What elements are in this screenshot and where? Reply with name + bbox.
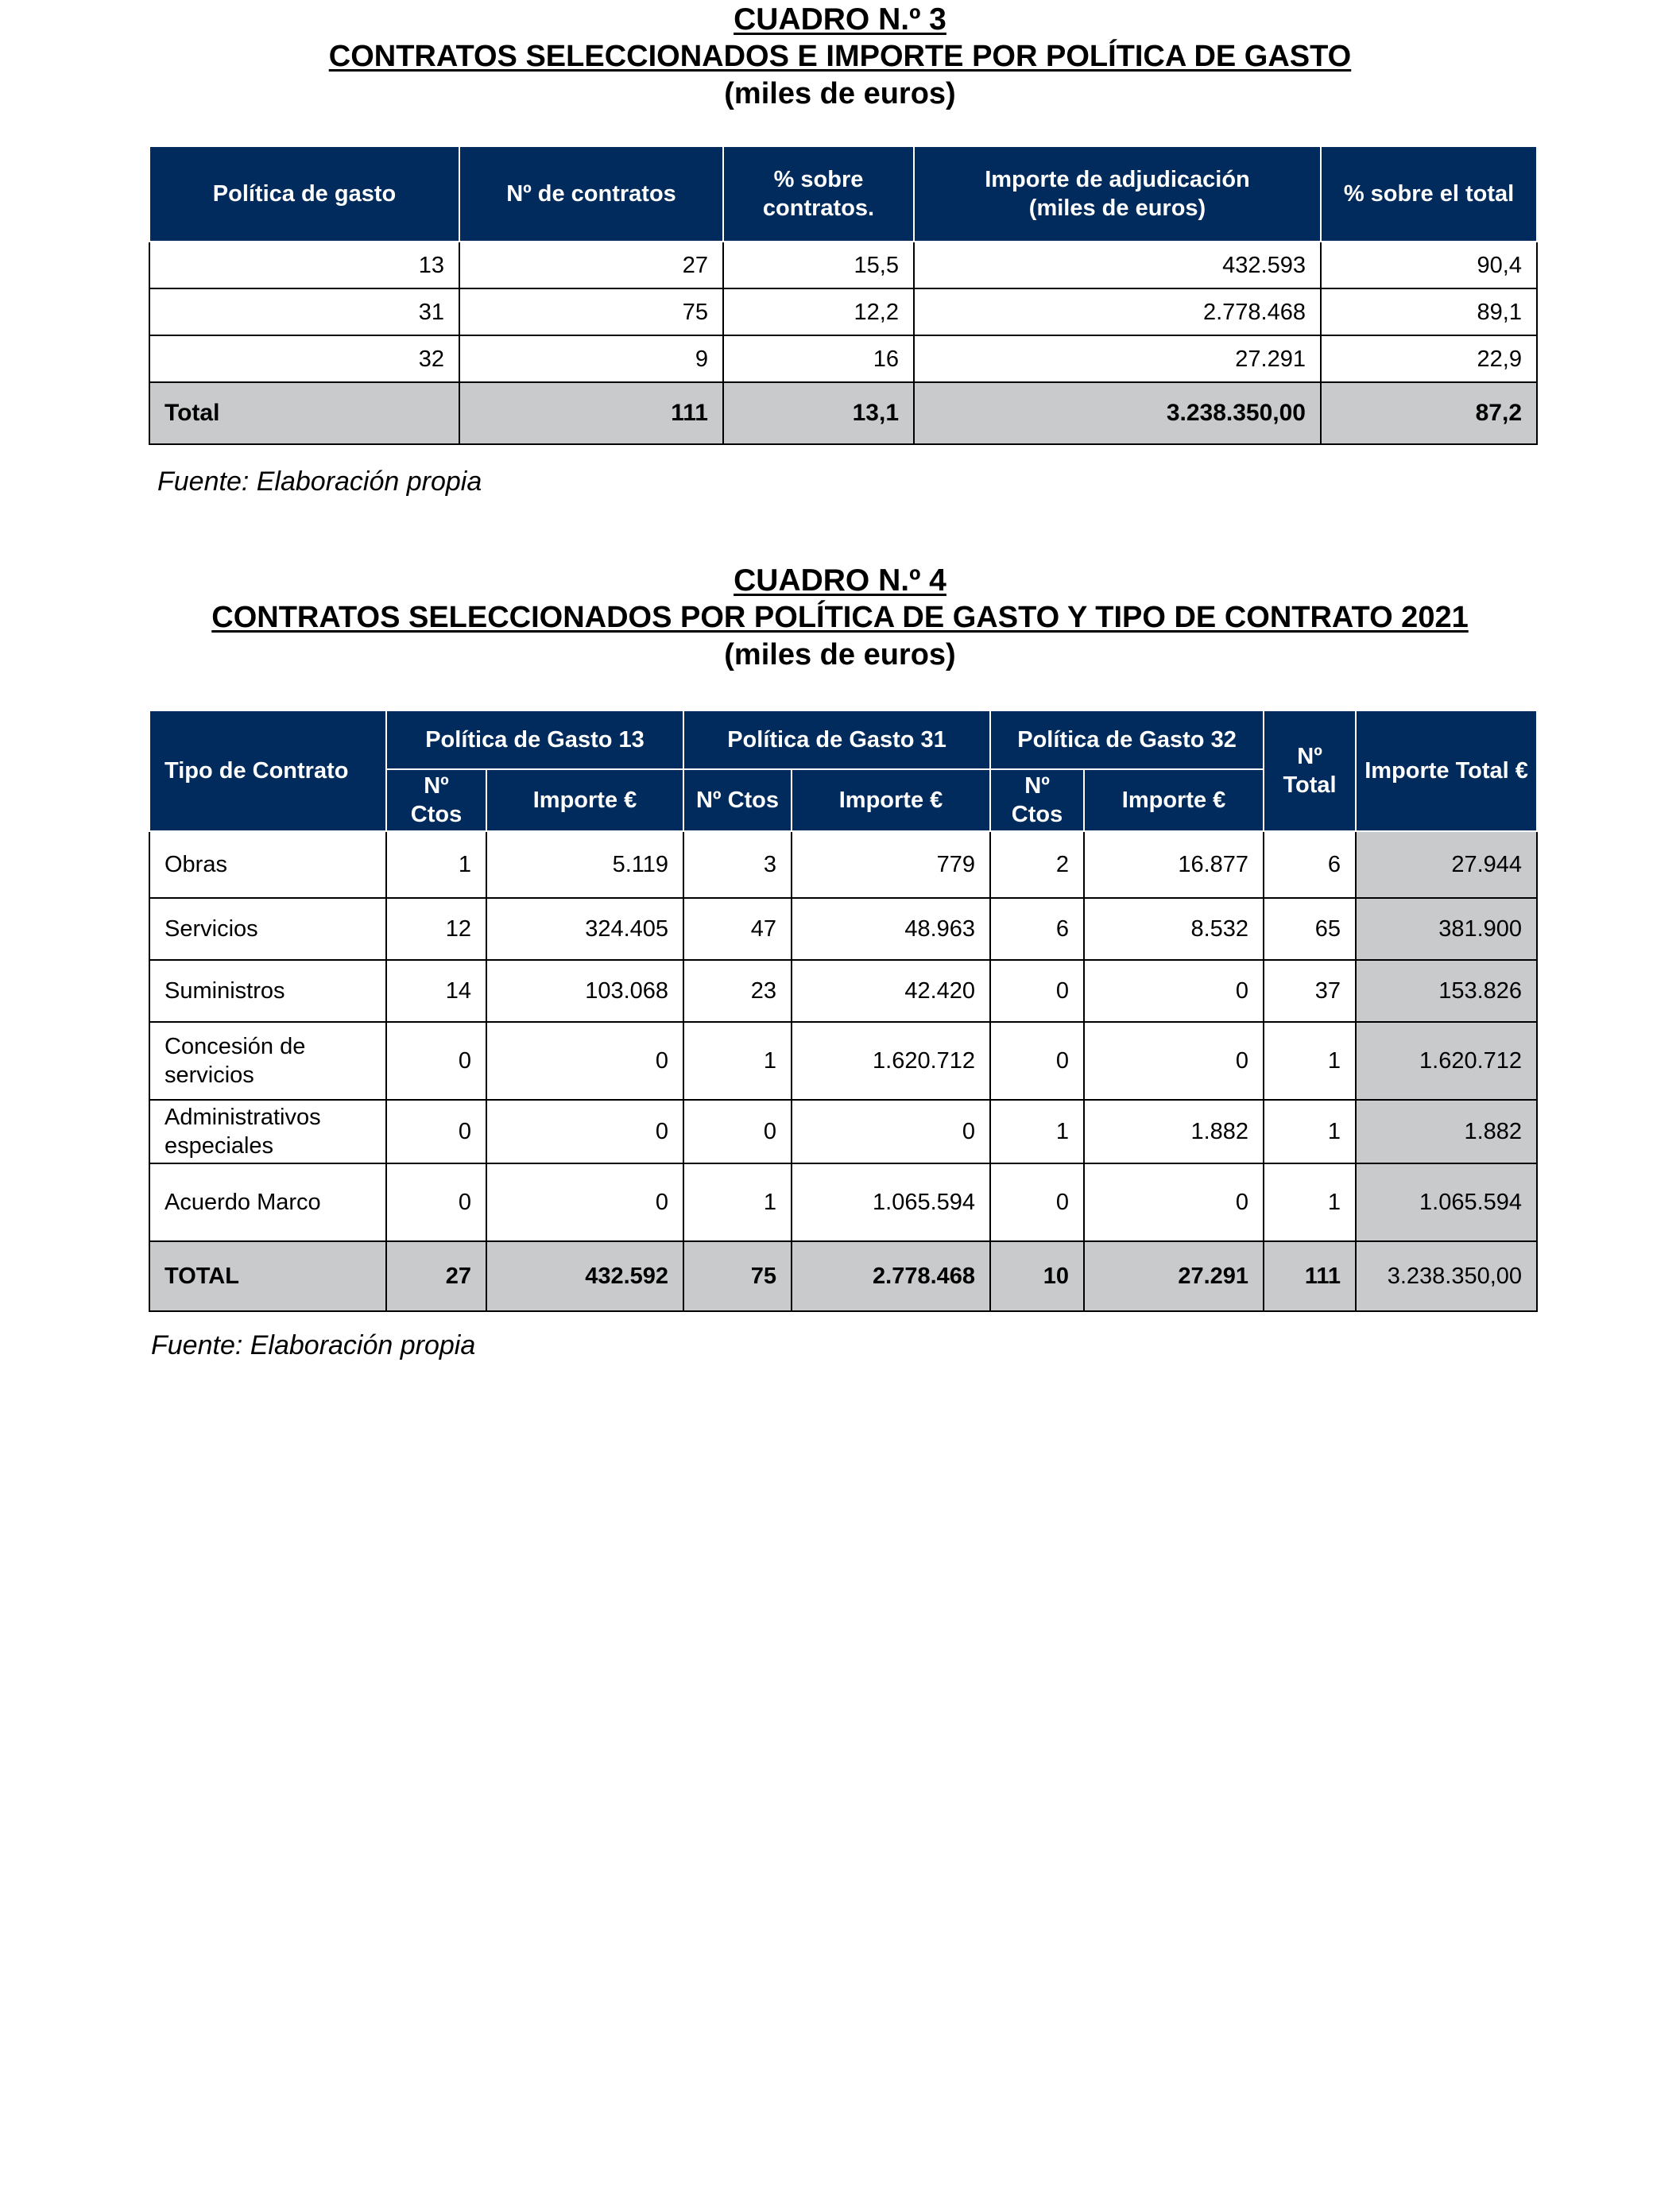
cell-type-line1: Acuerdo Marco xyxy=(165,1190,321,1215)
cuadro3-header-row xyxy=(149,146,1537,242)
cell-i13: 324.405 xyxy=(486,898,683,960)
header-amount-line1: Importe de adjudicación xyxy=(985,167,1250,192)
cuadro3-table xyxy=(149,145,1538,445)
cell-c13: 14 xyxy=(386,960,486,1022)
header-n-total-line2: Total xyxy=(1283,772,1337,798)
cell-policy: 13 xyxy=(149,242,459,288)
cell-c13: 0 xyxy=(386,1100,486,1163)
cell-type xyxy=(149,1022,386,1100)
cell-i31: 42.420 xyxy=(792,960,990,1022)
cell-type-line2: especiales xyxy=(165,1133,274,1159)
cell-type-line1: Servicios xyxy=(165,916,258,942)
table-row xyxy=(149,1100,1537,1163)
cell-num: 75 xyxy=(459,288,723,335)
cell-total: 1.065.594 xyxy=(1356,1163,1537,1241)
cell-total-label: TOTAL xyxy=(149,1241,386,1311)
cell-total: 27.944 xyxy=(1356,831,1537,898)
cuadro3-title-block xyxy=(0,2,1680,113)
cell-n: 37 xyxy=(1264,960,1356,1022)
cell-c32: 0 xyxy=(990,1163,1084,1241)
table-row xyxy=(149,898,1537,960)
cell-pct: 15,5 xyxy=(723,242,914,288)
cell-total-amount: 3.238.350,00 xyxy=(914,382,1321,444)
cell-type xyxy=(149,1163,386,1241)
header-n-total xyxy=(1264,710,1356,831)
cuadro4-source: Fuente: Elaboración propia xyxy=(151,1330,476,1360)
cell-c31: 23 xyxy=(683,960,792,1022)
cell-c32: 2 xyxy=(990,831,1084,898)
cuadro4-header-row-1 xyxy=(149,710,1537,769)
cell-type-line1: Obras xyxy=(165,852,227,877)
header-importe-13: Importe € xyxy=(486,769,683,831)
cell-c13: 0 xyxy=(386,1163,486,1241)
header-policy: Política de gasto xyxy=(149,146,459,242)
header-importe-32: Importe € xyxy=(1084,769,1264,831)
cell-type-line1: Administrativos xyxy=(165,1105,321,1130)
table-row xyxy=(149,960,1537,1022)
cell-c32: 1 xyxy=(990,1100,1084,1163)
cell-total-total: 3.238.350,00 xyxy=(1356,1241,1537,1311)
total-row xyxy=(149,1241,1537,1311)
cell-total: 381.900 xyxy=(1356,898,1537,960)
table-row xyxy=(149,288,1537,335)
header-pct-contracts-line1: % sobre xyxy=(773,167,864,192)
header-amount xyxy=(914,146,1321,242)
header-n-ctos-32 xyxy=(990,769,1084,831)
cell-num: 9 xyxy=(459,335,723,382)
cell-pct-total: 89,1 xyxy=(1321,288,1537,335)
cell-i32: 0 xyxy=(1084,1163,1264,1241)
cell-c32: 0 xyxy=(990,1022,1084,1100)
cell-total-i31: 2.778.468 xyxy=(792,1241,990,1311)
cell-c31: 47 xyxy=(683,898,792,960)
cell-total-pct: 13,1 xyxy=(723,382,914,444)
cell-n: 65 xyxy=(1264,898,1356,960)
cell-total-c31: 75 xyxy=(683,1241,792,1311)
header-pct-total: % sobre el total xyxy=(1321,146,1537,242)
cell-c31: 1 xyxy=(683,1022,792,1100)
header-importe-total: Importe Total € xyxy=(1356,710,1537,831)
header-importe-31: Importe € xyxy=(792,769,990,831)
cell-n: 1 xyxy=(1264,1100,1356,1163)
header-n-ctos-31: Nº Ctos xyxy=(683,769,792,831)
header-n-total-line1: Nº xyxy=(1297,744,1322,769)
cell-c13: 0 xyxy=(386,1022,486,1100)
header-n-ctos-13-line1: Nº xyxy=(424,773,449,799)
cell-n: 1 xyxy=(1264,1163,1356,1241)
cell-type xyxy=(149,960,386,1022)
cell-total: 1.620.712 xyxy=(1356,1022,1537,1100)
cuadro3-source: Fuente: Elaboración propia xyxy=(157,466,482,497)
header-n-ctos-13 xyxy=(386,769,486,831)
table-row xyxy=(149,1163,1537,1241)
cell-amount: 27.291 xyxy=(914,335,1321,382)
header-pg13: Política de Gasto 13 xyxy=(386,710,683,769)
cell-i13: 103.068 xyxy=(486,960,683,1022)
cell-n: 6 xyxy=(1264,831,1356,898)
header-pct-contracts-line2: contratos. xyxy=(762,195,875,221)
cell-i13: 0 xyxy=(486,1163,683,1241)
header-pg32: Política de Gasto 32 xyxy=(990,710,1264,769)
cuadro3-title: CUADRO N.º 3 xyxy=(734,2,946,37)
cuadro4-table xyxy=(149,710,1538,1312)
cell-type-line1: Concesión de xyxy=(165,1034,306,1059)
cuadro3-units: (miles de euros) xyxy=(724,77,956,110)
cell-total-num: 111 xyxy=(459,382,723,444)
header-pct-contracts xyxy=(723,146,914,242)
cell-amount: 2.778.468 xyxy=(914,288,1321,335)
total-row xyxy=(149,382,1537,444)
cell-type xyxy=(149,831,386,898)
cell-total: 1.882 xyxy=(1356,1100,1537,1163)
header-type: Tipo de Contrato xyxy=(149,710,386,831)
cell-total-c32: 10 xyxy=(990,1241,1084,1311)
cell-c32: 0 xyxy=(990,960,1084,1022)
cell-i31: 1.620.712 xyxy=(792,1022,990,1100)
cell-c31: 1 xyxy=(683,1163,792,1241)
cell-pct-total: 90,4 xyxy=(1321,242,1537,288)
cell-i32: 8.532 xyxy=(1084,898,1264,960)
cell-total-pct-total: 87,2 xyxy=(1321,382,1537,444)
cell-i32: 0 xyxy=(1084,1022,1264,1100)
cuadro4-units: (miles de euros) xyxy=(724,638,956,671)
cell-total-n: 111 xyxy=(1264,1241,1356,1311)
cell-i13: 0 xyxy=(486,1100,683,1163)
cell-c13: 1 xyxy=(386,831,486,898)
cuadro4-subtitle: CONTRATOS SELECCIONADOS POR POLÍTICA DE GASTO Y TIPO DE CONTRATO 2021 xyxy=(211,601,1469,634)
table-row xyxy=(149,831,1537,898)
header-num-contracts: Nº de contratos xyxy=(459,146,723,242)
cell-c32: 6 xyxy=(990,898,1084,960)
cell-n: 1 xyxy=(1264,1022,1356,1100)
cuadro4-title-block xyxy=(0,563,1680,674)
cell-i31: 1.065.594 xyxy=(792,1163,990,1241)
cell-c13: 12 xyxy=(386,898,486,960)
cuadro4-title: CUADRO N.º 4 xyxy=(734,563,946,598)
cell-i32: 0 xyxy=(1084,960,1264,1022)
header-n-ctos-32-line2: Ctos xyxy=(1011,802,1063,827)
cell-type xyxy=(149,1100,386,1163)
cuadro3-subtitle: CONTRATOS SELECCIONADOS E IMPORTE POR POLÍTICA DE GASTO xyxy=(328,40,1352,73)
header-n-ctos-13-line2: Ctos xyxy=(410,802,463,827)
cell-total-i13: 432.592 xyxy=(486,1241,683,1311)
header-n-ctos-32-line1: Nº xyxy=(1024,773,1050,799)
cell-i13: 0 xyxy=(486,1022,683,1100)
cell-total: 153.826 xyxy=(1356,960,1537,1022)
cell-pct: 16 xyxy=(723,335,914,382)
cell-pct-total: 22,9 xyxy=(1321,335,1537,382)
cell-i13: 5.119 xyxy=(486,831,683,898)
cell-type-line2: servicios xyxy=(165,1062,254,1088)
cell-i31: 48.963 xyxy=(792,898,990,960)
cell-type-line1: Suministros xyxy=(165,978,285,1004)
cell-total-i32: 27.291 xyxy=(1084,1241,1264,1311)
cell-i31: 0 xyxy=(792,1100,990,1163)
cell-num: 27 xyxy=(459,242,723,288)
header-pg31: Política de Gasto 31 xyxy=(683,710,990,769)
cell-c31: 3 xyxy=(683,831,792,898)
cell-pct: 12,2 xyxy=(723,288,914,335)
table-row xyxy=(149,1022,1537,1100)
cell-i31: 779 xyxy=(792,831,990,898)
cell-type xyxy=(149,898,386,960)
cell-total-label: Total xyxy=(149,382,459,444)
table-row xyxy=(149,335,1537,382)
cell-policy: 31 xyxy=(149,288,459,335)
cell-amount: 432.593 xyxy=(914,242,1321,288)
cell-total-c13: 27 xyxy=(386,1241,486,1311)
cell-policy: 32 xyxy=(149,335,459,382)
cell-i32: 16.877 xyxy=(1084,831,1264,898)
cell-i32: 1.882 xyxy=(1084,1100,1264,1163)
cell-c31: 0 xyxy=(683,1100,792,1163)
header-amount-line2: (miles de euros) xyxy=(1028,195,1206,221)
table-row xyxy=(149,242,1537,288)
